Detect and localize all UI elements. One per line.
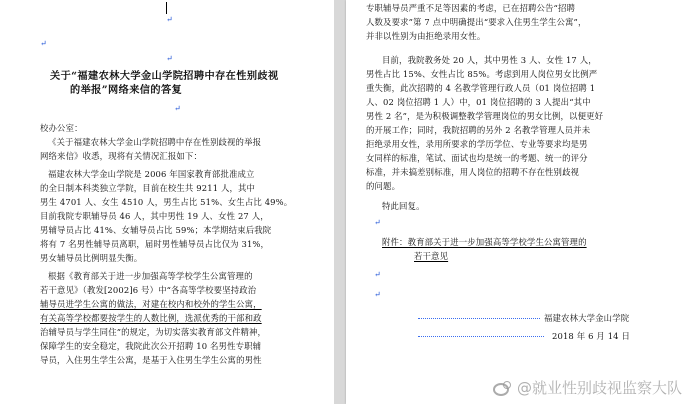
right-p-line-7: 拒绝录用女性，录用所要求的学历学位、专业等要求均是男 (366, 139, 588, 149)
document-title-line-2: 的举报”网络来信的答复 (70, 84, 183, 96)
p2-line-2: 的全日制本科类独立学院，目前在校生共 9211 人，其中 (40, 183, 256, 193)
p3-line-1: 根据《教育部关于进一步加强高等学校学生公寓管理的 (48, 271, 253, 281)
left-document-page (0, 0, 334, 404)
attachment-line-2: 若干意见 (414, 251, 449, 261)
p2-line-3: 男生 4701 人、女生 4510 人，男生占比 51%、女生占比 49%。 (40, 197, 293, 207)
attachment-line-1: 附件：教育部关于进一步加强高等学校学生公寓管理的 (382, 237, 587, 247)
right-p-line-8: 女同样的标准，笔试、面试也均是统一的考题、统一的评分 (366, 153, 588, 163)
paragraph-mark-icon: ↵ (166, 15, 173, 24)
signature-org: 福建农林大学金山学院 (544, 313, 630, 323)
right-p-line-1: 目前，我院教务处 20 人，其中男性 3 人、女性 17 人， (382, 55, 597, 65)
right-p-line-2: 男性占比 15%、女性占比 85%。考虑到用人岗位男女比例严 (366, 69, 598, 79)
closing-text: 特此回复。 (382, 201, 425, 211)
p2-line-5: 男辅导员占比 41%、女辅导员占比 59%；本学期结束后我院 (40, 225, 272, 235)
paragraph-mark-icon: ↵ (174, 104, 181, 113)
right-p-line-6: 的开展工作；同时，我院招聘的另外 2 名教学管理人员并未 (366, 125, 591, 135)
right-top-line-2: 人数及要求”第 7 点中明确提出“要求入住男生学生公寓”， (366, 17, 587, 27)
p2-line-1: 福建农林大学金山学院是 2006 年国家教育部批准成立 (48, 169, 255, 179)
p3-line-5: 治辅导员与学生同住”的规定，为切实落实教育部文件精神， (40, 327, 267, 337)
right-top-line-3: 并非以性别为由拒绝录用女性。 (366, 31, 486, 41)
document-title-line-1: 关于“福建农林大学金山学院招聘中存在性别歧视 (50, 70, 279, 82)
salutation: 校办公室： (40, 123, 83, 133)
paragraph-mark-icon: ↵ (166, 54, 173, 63)
right-document-page (346, 0, 690, 404)
paragraph-mark-icon: ↵ (374, 290, 381, 299)
p2-line-6: 将有 7 名男性辅导员离职，届时男性辅导员占比仅为 31%， (40, 239, 270, 249)
p3-line-4: 有关高等学校都要按学生的人数比例，选派优秀的干部和政 (40, 313, 262, 323)
right-top-line-1: 专职辅导员严重不足等因素的考虑，已在招聘公告“招聘 (366, 3, 576, 13)
paragraph-mark-icon: ↵ (374, 218, 381, 227)
weibo-logo-icon (493, 381, 513, 395)
text-cursor (166, 2, 167, 14)
paragraph-mark-icon: ↵ (40, 39, 47, 48)
p2-line-4: 目前我院专职辅导员 46 人，其中男性 19 人、女性 27 人， (40, 211, 269, 221)
paragraph-mark-icon: ↵ (374, 270, 381, 279)
page-gap (334, 0, 346, 404)
right-p-line-10: 的问题。 (366, 181, 401, 191)
p3-line-7: 导员，入住男生学生公寓，是基于入住男生学生公寓的男性 (40, 355, 262, 365)
signature-leader-line (418, 318, 540, 319)
p3-line-6: 保障学生的安全稳定，我院此次公开招聘 10 名男性专职辅 (40, 341, 262, 351)
p3-line-2: 若干意见》（教发[2002]6 号）中“各高等学校要坚持政治 (40, 285, 257, 295)
p1-line-2: 网络来信》收悉，现将有关情况汇报如下： (40, 151, 202, 161)
watermark-text: @就业性别歧视监察大队 (516, 379, 682, 397)
date-leader-line (418, 336, 544, 337)
right-p-line-5: 男性 2 名”，是为积极调整教学管理岗位的男女比例，以便更好 (366, 111, 604, 121)
signature-date: 2018 年 6 月 14 日 (552, 331, 630, 341)
watermark (493, 377, 682, 398)
p3-line-3: 辅导员进学生公寓的做法，对建在校内和校外的学生公寓， (40, 299, 262, 309)
right-p-line-4: 人、02 岗位招聘 1 人）中，01 岗位招聘的 3 人提出“其中 (366, 97, 591, 107)
p1-line-1: 《关于福建农林大学金山学院招聘中存在性别歧视的举报 (48, 137, 262, 147)
p2-line-7: 男女辅导员比例明显失衡。 (40, 253, 143, 263)
right-p-line-9: 标准，并未搞差别标准，用人岗位的招聘不存在性别歧视 (366, 167, 580, 177)
right-p-line-3: 重失衡，此次招聘的 4 名教学管理行政人员（01 岗位招聘 1 (366, 83, 596, 93)
